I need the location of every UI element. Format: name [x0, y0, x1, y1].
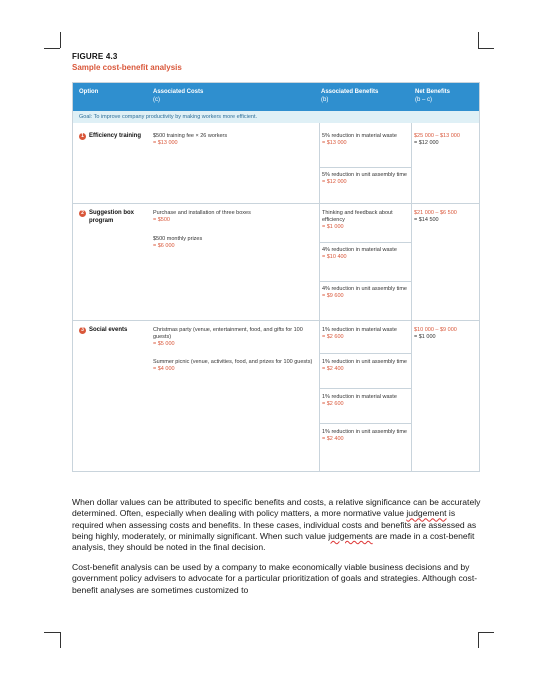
figure-label: FIGURE 4.3	[72, 52, 118, 61]
option-efficiency-training: 1 Efficiency training	[79, 133, 149, 141]
benefit-divider	[319, 281, 411, 282]
header-option: Option	[79, 89, 99, 95]
row-divider	[73, 203, 479, 204]
flagged-word: judgement	[406, 508, 447, 519]
table-header	[73, 83, 479, 111]
benefit-item: 5% reduction in material waste = $13 000	[322, 133, 397, 146]
benefit-item: 1% reduction in material waste = $2 600	[322, 394, 397, 407]
net-benefit: $10 000 – $9 000 = $1 000	[414, 327, 457, 340]
benefit-divider	[319, 353, 411, 354]
goal-row: Goal: To improve company productivity by making workers more efficient.	[73, 111, 479, 123]
header-benefits: Associated Benefits (b)	[321, 89, 379, 103]
cost-benefit-table	[72, 82, 480, 472]
body-paragraph: Cost-benefit analysis can be used by a company to make economically viable business decisions and by government policy advisers to advocate for a particular prioritization of goals and strategies. Although cost-benefit analyses are sometimes customized to	[72, 562, 478, 595]
header-net: Net Benefits (b – c)	[415, 89, 451, 103]
benefit-divider	[319, 388, 411, 389]
figure-title: Sample cost-benefit analysis	[72, 63, 182, 72]
benefit-divider	[319, 423, 411, 424]
net-benefit: $25 000 – $13 000 = $12 000	[414, 133, 460, 146]
benefit-item: 1% reduction in unit assembly time = $2 400	[322, 429, 407, 442]
cost-item: $500 training fee × 26 workers = $13 000	[153, 133, 228, 146]
option-number-badge: 1	[79, 133, 86, 140]
body-paragraph: When dollar values can be attributed to specific benefits and costs, a relative significance can be accurately determined. Often, especially when dealing with policy matters, a more normative value judgement is required when assessing costs and benefits. In these cases, individual costs and benefits are assessed as being highly, moderately, or minimally significant. When such value judgements are made in a cost-benefit analysis, they should be noted in the final decision.	[72, 497, 481, 553]
benefit-item: Thinking and feedback about efficiency = $1 000	[322, 210, 393, 230]
option-social-events: 3 Social events	[79, 327, 149, 335]
option-number-badge: 3	[79, 327, 86, 334]
column-divider	[411, 123, 412, 471]
column-divider	[319, 123, 320, 471]
benefit-item: 1% reduction in unit assembly time = $2 400	[322, 359, 407, 372]
header-costs: Associated Costs (c)	[153, 89, 204, 103]
benefit-item: 4% reduction in unit assembly time = $9 600	[322, 286, 407, 299]
cost-item: Purchase and installation of three boxes = $500	[153, 210, 251, 223]
row-divider	[73, 320, 479, 321]
flagged-word: judgements	[328, 530, 373, 541]
cost-item: Christmas party (venue, entertainment, food, and gifts for 100 guests) = $5 000	[153, 327, 303, 347]
benefit-divider	[319, 167, 411, 168]
option-number-badge: 2	[79, 210, 86, 217]
benefit-item: 1% reduction in material waste = $2 600	[322, 327, 397, 340]
option-suggestion-box: 2 Suggestion box program	[79, 210, 149, 225]
benefit-divider	[319, 242, 411, 243]
benefit-item: 4% reduction in material waste = $10 400	[322, 247, 397, 260]
net-benefit: $21 000 – $6 500 = $14 500	[414, 210, 457, 223]
cost-item: $500 monthly prizes = $6 000	[153, 236, 203, 249]
cost-item: Summer picnic (venue, activities, food, and prizes for 100 guests) = $4 000	[153, 359, 313, 372]
benefit-item: 5% reduction in unit assembly time = $12 000	[322, 172, 407, 185]
